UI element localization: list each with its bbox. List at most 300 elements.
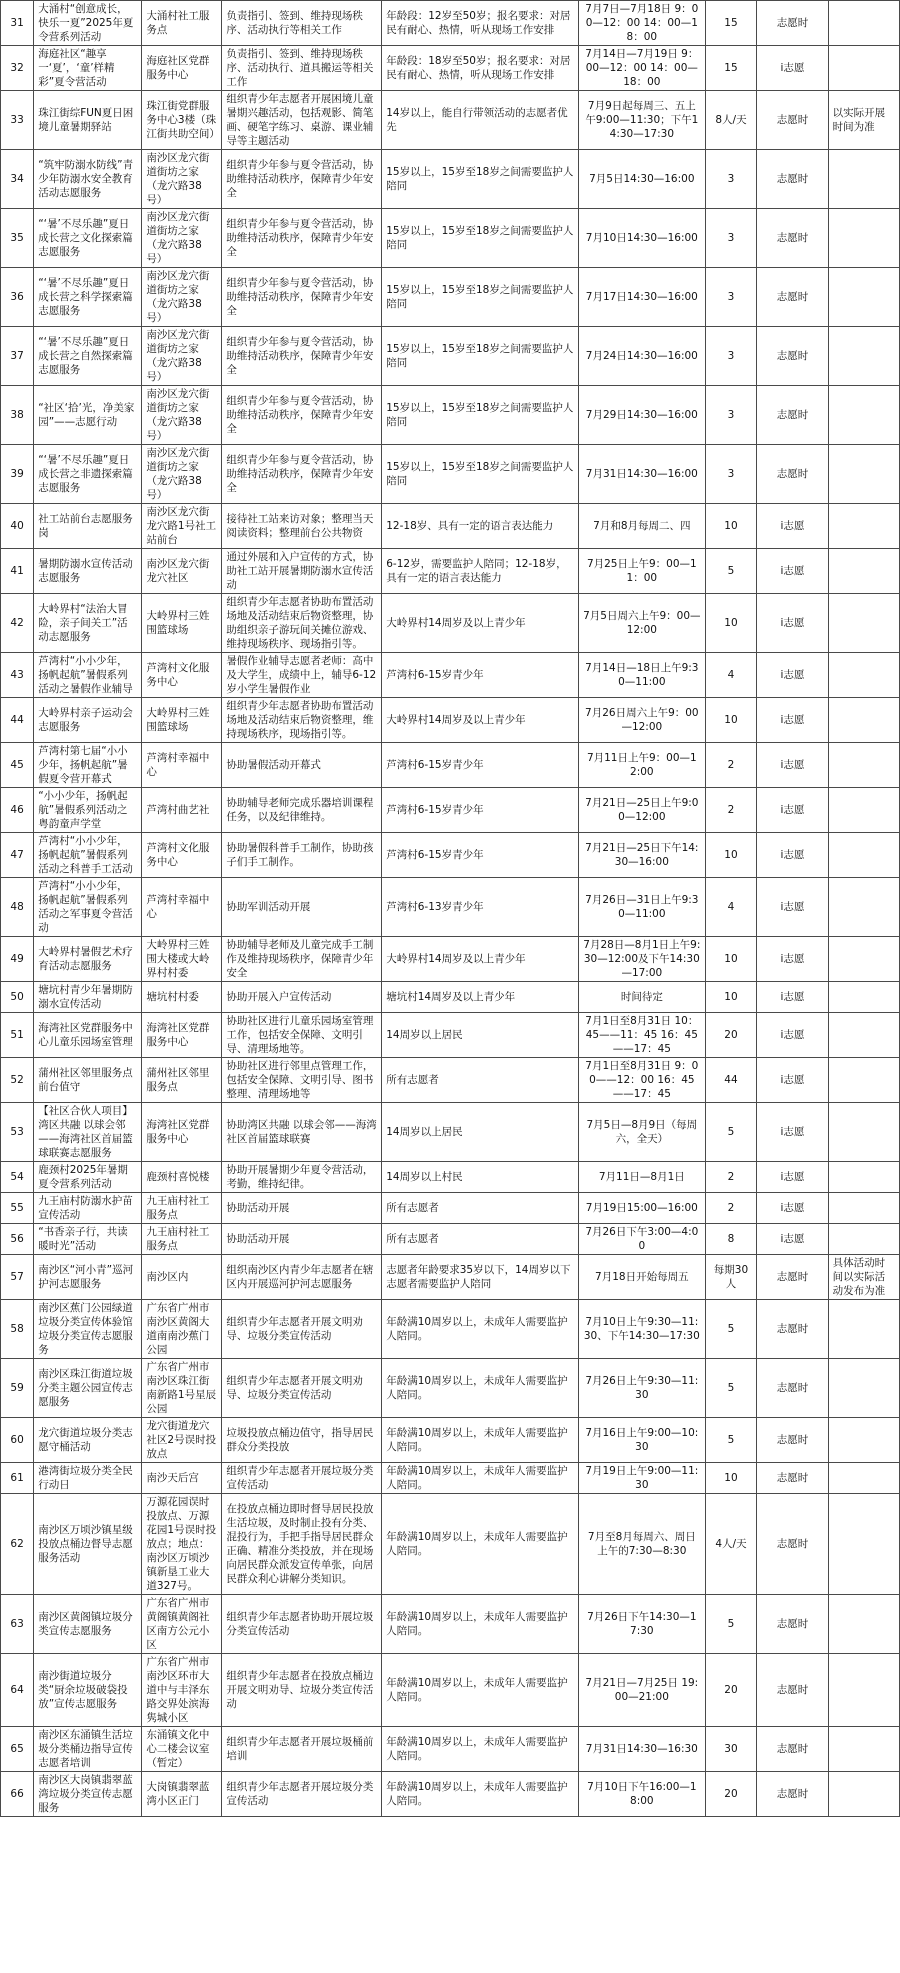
volunteer-count: 3 <box>705 150 757 209</box>
activity-location: 大岭界村三姓围篮球场 <box>142 594 222 653</box>
activity-name: “‘暑’不尽乐趣”夏日成长营之自然探索篇志愿服务 <box>34 327 142 386</box>
volunteer-requirement: 15岁以上，15岁至18岁之间需要监护人陪同 <box>382 445 579 504</box>
activity-location: 南沙天后宫 <box>142 1463 222 1494</box>
volunteer-requirement: 所有志愿者 <box>382 1193 579 1224</box>
record-type: i志愿 <box>757 982 828 1013</box>
activity-time: 7月10日上午9:30—11:30、下午14:30—17:30 <box>579 1300 706 1359</box>
volunteer-requirement: 15岁以上，15岁至18岁之间需要监护人陪同 <box>382 209 579 268</box>
volunteer-count: 30 <box>705 1727 757 1772</box>
volunteer-count: 2 <box>705 788 757 833</box>
activity-location: 芦湾村文化服务中心 <box>142 833 222 878</box>
activity-duty: 组织青少年志愿者开展垃圾分类宣传活动 <box>222 1772 382 1817</box>
volunteer-count: 5 <box>705 1103 757 1162</box>
volunteer-count: 10 <box>705 1463 757 1494</box>
activity-time: 7月31日14:30—16:00 <box>579 445 706 504</box>
activity-time: 7月26日下午3:00—4:00 <box>579 1224 706 1255</box>
activity-name: 大岭界村亲子运动会志愿服务 <box>34 698 142 743</box>
row-number: 58 <box>1 1300 34 1359</box>
row-number: 38 <box>1 386 34 445</box>
activity-name: “书香亲子行，共读暖时光”活动 <box>34 1224 142 1255</box>
volunteer-requirement: 所有志愿者 <box>382 1224 579 1255</box>
table-row <box>1 1494 900 1595</box>
activity-time: 7月16日上午9:00—10:30 <box>579 1418 706 1463</box>
activity-location: 南沙区龙穴街道街坊之家（龙穴路38号） <box>142 386 222 445</box>
activity-duty: 组织青少年志愿者开展垃圾桶前培训 <box>222 1727 382 1772</box>
volunteer-requirement: 塘坑村14周岁及以上青少年 <box>382 982 579 1013</box>
table-row <box>1 1224 900 1255</box>
activity-location: 南沙区龙穴街道街坊之家（龙穴路38号） <box>142 150 222 209</box>
activity-name: 南沙区大岗镇翡翠蓝湾垃圾分类宣传志愿服务 <box>34 1772 142 1817</box>
activity-name: “‘暑’不尽乐趣”夏日成长营之科学探索篇志愿服务 <box>34 268 142 327</box>
activity-duty: 组织青少年参与夏令营活动，协助维持活动秩序，保障青少年安全 <box>222 445 382 504</box>
activity-location: 芦湾村幸福中心 <box>142 743 222 788</box>
volunteer-requirement: 大岭界村14周岁及以上青少年 <box>382 937 579 982</box>
volunteer-count: 15 <box>705 46 757 91</box>
volunteer-count: 5 <box>705 1595 757 1654</box>
record-type: 志愿时 <box>757 1300 828 1359</box>
remark <box>828 788 899 833</box>
volunteer-requirement: 15岁以上，15岁至18岁之间需要监护人陪同 <box>382 386 579 445</box>
volunteer-requirement: 芦湾村6-15岁青少年 <box>382 743 579 788</box>
activity-time: 7月和8月每周二、四 <box>579 504 706 549</box>
activity-location: 九王庙村社工服务点 <box>142 1193 222 1224</box>
activity-location: 龙穴街道龙穴社区2号误时投放点 <box>142 1418 222 1463</box>
activity-duty: 通过外展和入户宣传的方式，协助社工站开展暑期防溺水宣传活动 <box>222 549 382 594</box>
activity-name: 鹿颈村2025年暑期夏令营系列活动 <box>34 1162 142 1193</box>
volunteer-count: 4 <box>705 878 757 937</box>
volunteer-requirement: 年龄满10周岁以上，未成年人需要监护人陪同。 <box>382 1463 579 1494</box>
record-type: 志愿时 <box>757 1463 828 1494</box>
activity-time: 7月26日周六上午9：00—12:00 <box>579 698 706 743</box>
activity-name: 南沙区东涌镇生活垃圾分类桶边指导宣传志愿者培训 <box>34 1727 142 1772</box>
record-type: i志愿 <box>757 653 828 698</box>
volunteer-requirement: 年龄满10周岁以上，未成年人需要监护人陪同。 <box>382 1654 579 1727</box>
activity-location: 塘坑村村委 <box>142 982 222 1013</box>
record-type: i志愿 <box>757 1193 828 1224</box>
activity-location: 海湾社区党群服务中心 <box>142 1103 222 1162</box>
volunteer-count: 20 <box>705 1654 757 1727</box>
activity-location: 南沙区龙穴街道街坊之家（龙穴路38号） <box>142 268 222 327</box>
volunteer-count: 10 <box>705 833 757 878</box>
activity-name: 海庭社区“趣享一‘夏’，‘童’样精彩”夏令营活动 <box>34 46 142 91</box>
volunteer-requirement: 年龄满10周岁以上，未成年人需要监护人陪同。 <box>382 1772 579 1817</box>
activity-location: 鹿颈村喜悦楼 <box>142 1162 222 1193</box>
table-row <box>1 1058 900 1103</box>
row-number: 40 <box>1 504 34 549</box>
activity-name: “‘暑’不尽乐趣”夏日成长营之非遗探索篇志愿服务 <box>34 445 142 504</box>
table-row <box>1 833 900 878</box>
activity-name: 大岭界村“法治大冒险，亲子间关工”活动志愿服务 <box>34 594 142 653</box>
remark <box>828 1193 899 1224</box>
row-number: 54 <box>1 1162 34 1193</box>
record-type: 志愿时 <box>757 150 828 209</box>
activity-location: 大岭界村三姓围篮球场 <box>142 698 222 743</box>
activity-location: 芦湾村文化服务中心 <box>142 653 222 698</box>
activity-time: 7月24日14:30—16:00 <box>579 327 706 386</box>
activity-duty: 组织青少年参与夏令营活动，协助维持活动秩序，保障青少年安全 <box>222 327 382 386</box>
activity-location: 东涌镇文化中心二楼会议室（暂定） <box>142 1727 222 1772</box>
activity-time: 7月9日起每周三、五上午9:00—11:30；下午14:30—17:30 <box>579 91 706 150</box>
volunteer-requirement: 14周岁以上居民 <box>382 1103 579 1162</box>
activity-name: 南沙区“河小青”巡河护河志愿服务 <box>34 1255 142 1300</box>
remark <box>828 209 899 268</box>
record-type: 志愿时 <box>757 268 828 327</box>
table-row <box>1 743 900 788</box>
remark <box>828 1162 899 1193</box>
activity-duty: 协助开展入户宣传活动 <box>222 982 382 1013</box>
row-number: 33 <box>1 91 34 150</box>
table-row <box>1 1463 900 1494</box>
activity-duty: 组织青少年志愿者开展文明劝导、垃圾分类宣传活动 <box>222 1300 382 1359</box>
record-type: i志愿 <box>757 594 828 653</box>
remark <box>828 268 899 327</box>
volunteer-count: 每期30人 <box>705 1255 757 1300</box>
activity-duty: 组织青少年志愿者协助布置活动场地及活动结束后物资整理，维持现场秩序，现场指引等。 <box>222 698 382 743</box>
activity-time: 7月18日开始每周五 <box>579 1255 706 1300</box>
activity-duty: 组织青少年参与夏令营活动，协助维持活动秩序，保障青少年安全 <box>222 209 382 268</box>
activity-location: 南沙区龙穴街道街坊之家（龙穴路38号） <box>142 445 222 504</box>
activity-location: 广东省广州市黄阁镇黄阁社区南方公元小区 <box>142 1595 222 1654</box>
row-number: 56 <box>1 1224 34 1255</box>
record-type: 志愿时 <box>757 1654 828 1727</box>
remark <box>828 937 899 982</box>
row-number: 55 <box>1 1193 34 1224</box>
remark <box>828 1224 899 1255</box>
activity-duty: 协助暑假活动开幕式 <box>222 743 382 788</box>
activity-location: 广东省广州市南沙区环市大道中与丰泽东路交界处滨海隽城小区 <box>142 1654 222 1727</box>
volunteer-requirement: 15岁以上，15岁至18岁之间需要监护人陪同 <box>382 268 579 327</box>
activity-time: 7月14日—7月19日 9：00—12：00 14：00—18：00 <box>579 46 706 91</box>
remark <box>828 743 899 788</box>
activity-name: 南沙街道垃圾分类“厨余垃圾破袋投放”宣传志愿服务 <box>34 1654 142 1727</box>
row-number: 44 <box>1 698 34 743</box>
activity-time: 7月14日—18日上午9:30—11:00 <box>579 653 706 698</box>
volunteer-requirement: 年龄满10周岁以上，未成年人需要监护人陪同。 <box>382 1418 579 1463</box>
activity-duty: 协助活动开展 <box>222 1224 382 1255</box>
row-number: 59 <box>1 1359 34 1418</box>
record-type: i志愿 <box>757 788 828 833</box>
table-row <box>1 386 900 445</box>
activity-duty: 组织南沙区内青少年志愿者在辖区内开展巡河护河志愿服务 <box>222 1255 382 1300</box>
activity-location: 南沙区龙穴街道街坊之家（龙穴路38号） <box>142 209 222 268</box>
row-number: 65 <box>1 1727 34 1772</box>
row-number: 39 <box>1 445 34 504</box>
record-type: i志愿 <box>757 937 828 982</box>
volunteer-count: 2 <box>705 1193 757 1224</box>
activity-name: “筑牢防溺水防线”青少年防溺水安全教育活动志愿服务 <box>34 150 142 209</box>
volunteer-count: 5 <box>705 1300 757 1359</box>
activity-time: 7月7日—7月18日 9：00—12：00 14：00—18：00 <box>579 1 706 46</box>
volunteer-count: 2 <box>705 1162 757 1193</box>
table-row <box>1 1595 900 1654</box>
volunteer-requirement: 14岁以上，能自行带领活动的志愿者优先 <box>382 91 579 150</box>
remark <box>828 1300 899 1359</box>
table-row <box>1 327 900 386</box>
activity-name: 港湾街垃圾分类全民行动日 <box>34 1463 142 1494</box>
volunteer-count: 2 <box>705 743 757 788</box>
activity-duty: 组织青少年志愿者协助开展垃圾分类宣传活动 <box>222 1595 382 1654</box>
activity-location: 芦湾村幸福中心 <box>142 878 222 937</box>
activity-name: 南沙区蕉门公园绿道垃圾分类宣传体验馆垃圾分类宣传志愿服务 <box>34 1300 142 1359</box>
table-row <box>1 1 900 46</box>
remark <box>828 1654 899 1727</box>
remark <box>828 1359 899 1418</box>
remark <box>828 504 899 549</box>
activity-duty: 负责指引、签到、维持现场秩序、活动执行等相关工作 <box>222 1 382 46</box>
table-row <box>1 150 900 209</box>
row-number: 48 <box>1 878 34 937</box>
row-number: 36 <box>1 268 34 327</box>
volunteer-requirement: 芦湾村6-15岁青少年 <box>382 833 579 878</box>
volunteer-requirement: 年龄段：18岁至50岁；报名要求：对居民有耐心、热情，听从现场工作安排 <box>382 46 579 91</box>
table-row <box>1 594 900 653</box>
table-row <box>1 445 900 504</box>
activity-duty: 组织青少年志愿者在投放点桶边开展文明劝导、垃圾分类宣传活动 <box>222 1654 382 1727</box>
table-row <box>1 1727 900 1772</box>
activity-duty: 协助社区进行邻里点管理工作，包括安全保障、文明引导、图书整理、清理场地等 <box>222 1058 382 1103</box>
activity-time: 7月29日14:30—16:00 <box>579 386 706 445</box>
activity-location: 蒲州社区邻里服务点 <box>142 1058 222 1103</box>
record-type: 志愿时 <box>757 1359 828 1418</box>
activity-duty: 组织青少年参与夏令营活动，协助维持活动秩序，保障青少年安全 <box>222 268 382 327</box>
table-row <box>1 1255 900 1300</box>
activity-time: 7月5日—8月9日（每周六，全天） <box>579 1103 706 1162</box>
activity-duty: 协助活动开展 <box>222 1193 382 1224</box>
activity-location: 广东省广州市南沙区珠江街南新路1号星辰公园 <box>142 1359 222 1418</box>
activity-duty: 组织青少年志愿者协助布置活动场地及活动结束后物资整理，协助组织亲子游玩间关摊位游戏、维持现场秩序、现场指引等。 <box>222 594 382 653</box>
volunteer-count: 5 <box>705 1418 757 1463</box>
activity-name: 南沙区黄阁镇垃圾分类宣传志愿服务 <box>34 1595 142 1654</box>
record-type: 志愿时 <box>757 1727 828 1772</box>
row-number: 41 <box>1 549 34 594</box>
table-row <box>1 209 900 268</box>
record-type: i志愿 <box>757 833 828 878</box>
activity-name: 龙穴街道垃圾分类志愿守桶活动 <box>34 1418 142 1463</box>
row-number: 32 <box>1 46 34 91</box>
activity-duty: 协助军训活动开展 <box>222 878 382 937</box>
activity-duty: 协助辅导老师完成乐器培训课程任务，以及纪律维持。 <box>222 788 382 833</box>
activity-time: 7月17日14:30—16:00 <box>579 268 706 327</box>
volunteer-count: 20 <box>705 1772 757 1817</box>
activity-location: 大岗镇翡翠蓝湾小区正门 <box>142 1772 222 1817</box>
table-row <box>1 1193 900 1224</box>
remark <box>828 1013 899 1058</box>
activity-time: 7月11日—8月1日 <box>579 1162 706 1193</box>
row-number: 53 <box>1 1103 34 1162</box>
volunteer-count: 10 <box>705 504 757 549</box>
activity-name: “小小少年，扬帆起航”暑假系列活动之粤韵童声学堂 <box>34 788 142 833</box>
table-row <box>1 937 900 982</box>
volunteer-requirement: 12-18岁、具有一定的语言表达能力 <box>382 504 579 549</box>
volunteer-requirement: 15岁以上，15岁至18岁之间需要监护人陪同 <box>382 327 579 386</box>
row-number: 34 <box>1 150 34 209</box>
activity-name: 海湾社区党群服务中心儿童乐园场室管理 <box>34 1013 142 1058</box>
row-number: 61 <box>1 1463 34 1494</box>
row-number: 63 <box>1 1595 34 1654</box>
remark <box>828 1 899 46</box>
volunteer-requirement: 15岁以上，15岁至18岁之间需要监护人陪同 <box>382 150 579 209</box>
volunteer-requirement: 芦湾村6-13岁青少年 <box>382 878 579 937</box>
activity-time: 7月10日下午16:00—18:00 <box>579 1772 706 1817</box>
remark <box>828 594 899 653</box>
table-row <box>1 1300 900 1359</box>
activity-name: 塘坑村青少年暑期防溺水宣传活动 <box>34 982 142 1013</box>
row-number: 35 <box>1 209 34 268</box>
table-row <box>1 91 900 150</box>
record-type: 志愿时 <box>757 1418 828 1463</box>
activity-name: 社工站前台志愿服务岗 <box>34 504 142 549</box>
row-number: 43 <box>1 653 34 698</box>
record-type: 志愿时 <box>757 445 828 504</box>
remark <box>828 1595 899 1654</box>
remark <box>828 1494 899 1595</box>
remark <box>828 445 899 504</box>
row-number: 51 <box>1 1013 34 1058</box>
activity-name: 九王庙村防溺水护苗宣传活动 <box>34 1193 142 1224</box>
record-type: i志愿 <box>757 1224 828 1255</box>
table-row <box>1 1418 900 1463</box>
activity-time: 7月25日上午9：00—11：00 <box>579 549 706 594</box>
volunteer-requirement: 芦湾村6-15岁青少年 <box>382 788 579 833</box>
activity-duty: 组织青少年参与夏令营活动，协助维持活动秩序，保障青少年安全 <box>222 150 382 209</box>
table-row <box>1 653 900 698</box>
table-row <box>1 504 900 549</box>
row-number: 37 <box>1 327 34 386</box>
record-type: i志愿 <box>757 1162 828 1193</box>
row-number: 45 <box>1 743 34 788</box>
volunteer-requirement: 大岭界村14周岁及以上青少年 <box>382 698 579 743</box>
volunteer-count: 4人/天 <box>705 1494 757 1595</box>
table-row <box>1 1162 900 1193</box>
activity-location: 广东省广州市南沙区黄阁大道南南沙蕉门公园 <box>142 1300 222 1359</box>
activity-location: 海庭社区党群服务中心 <box>142 46 222 91</box>
record-type: 志愿时 <box>757 1 828 46</box>
remark <box>828 327 899 386</box>
activity-name: 南沙区珠江街道垃圾分类主题公园宣传志愿服务 <box>34 1359 142 1418</box>
remark <box>828 982 899 1013</box>
activity-name: 【社区合伙人项目】湾区共融 以球会邻——海湾社区首届篮球联赛志愿服务 <box>34 1103 142 1162</box>
record-type: 志愿时 <box>757 386 828 445</box>
volunteer-count: 3 <box>705 445 757 504</box>
row-number: 62 <box>1 1494 34 1595</box>
activity-time: 7月1日至8月31日 9：00——12：00 16：45——17：45 <box>579 1058 706 1103</box>
activity-name: 大涌村“创意成长，快乐一夏”2025年夏令营系列活动 <box>34 1 142 46</box>
record-type: i志愿 <box>757 46 828 91</box>
remark <box>828 833 899 878</box>
record-type: 志愿时 <box>757 327 828 386</box>
activity-name: “社区‘拾’光，净美家园”——志愿行动 <box>34 386 142 445</box>
table-body <box>1 1 900 1817</box>
activity-location: 南沙区内 <box>142 1255 222 1300</box>
activity-location: 南沙区龙穴街龙穴路1号社工站前台 <box>142 504 222 549</box>
row-number: 64 <box>1 1654 34 1727</box>
remark <box>828 46 899 91</box>
volunteer-requirement: 芦湾村6-15岁青少年 <box>382 653 579 698</box>
table-row <box>1 698 900 743</box>
remark <box>828 1727 899 1772</box>
activity-time: 7月5日14:30—16:00 <box>579 150 706 209</box>
table-row <box>1 1654 900 1727</box>
row-number: 42 <box>1 594 34 653</box>
activity-time: 7月10日14:30—16:00 <box>579 209 706 268</box>
volunteer-count: 44 <box>705 1058 757 1103</box>
remark: 具体活动时间以实际活动发布为准 <box>828 1255 899 1300</box>
remark <box>828 1463 899 1494</box>
activity-location: 南沙区龙穴街道街坊之家（龙穴路38号） <box>142 327 222 386</box>
volunteer-requirement: 年龄满10周岁以上，未成年人需要监护人陪同。 <box>382 1359 579 1418</box>
table-row <box>1 1103 900 1162</box>
row-number: 52 <box>1 1058 34 1103</box>
volunteer-count: 10 <box>705 982 757 1013</box>
activity-name: “‘暑’不尽乐趣”夏日成长营之文化探索篇志愿服务 <box>34 209 142 268</box>
activity-duty: 协助暑假科普手工制作，协助孩子们手工制作。 <box>222 833 382 878</box>
activity-time: 时间待定 <box>579 982 706 1013</box>
volunteer-requirement: 年龄满10周岁以上，未成年人需要监护人陪同。 <box>382 1300 579 1359</box>
table-row <box>1 46 900 91</box>
record-type: 志愿时 <box>757 91 828 150</box>
activity-time: 7月19日15:00—16:00 <box>579 1193 706 1224</box>
activity-name: 芦湾村“小小少年，扬帆起航”暑假系列活动之暑假作业辅导 <box>34 653 142 698</box>
remark: 以实际开展时间为准 <box>828 91 899 150</box>
volunteer-requirement: 14周岁以上居民 <box>382 1013 579 1058</box>
record-type: i志愿 <box>757 549 828 594</box>
row-number: 46 <box>1 788 34 833</box>
record-type: 志愿时 <box>757 1772 828 1817</box>
record-type: i志愿 <box>757 1013 828 1058</box>
activity-location: 大岭界村三姓围大楼或大岭界村村委 <box>142 937 222 982</box>
activity-time: 7月26日上午9:30—11:30 <box>579 1359 706 1418</box>
activity-duty: 组织青少年志愿者开展垃圾分类宣传活动 <box>222 1463 382 1494</box>
activity-location: 海湾社区党群服务中心 <box>142 1013 222 1058</box>
activity-duty: 负责指引、签到、维持现场秩序、活动执行、道具搬运等相关工作 <box>222 46 382 91</box>
volunteer-requirement: 14周岁以上村民 <box>382 1162 579 1193</box>
volunteer-count: 3 <box>705 268 757 327</box>
activity-name: 南沙区万顷沙镇星级投放点桶边督导志愿服务活动 <box>34 1494 142 1595</box>
activity-name: 珠江街综FUN夏日困境儿童暑期驿站 <box>34 91 142 150</box>
record-type: i志愿 <box>757 878 828 937</box>
activity-time: 7月5日周六上午9：00—12:00 <box>579 594 706 653</box>
record-type: i志愿 <box>757 1058 828 1103</box>
activity-name: 暑期防溺水宣传活动志愿服务 <box>34 549 142 594</box>
activity-name: 芦湾村“小小少年，扬帆起航”暑假系列活动之科普手工活动 <box>34 833 142 878</box>
record-type: i志愿 <box>757 743 828 788</box>
volunteer-requirement: 所有志愿者 <box>382 1058 579 1103</box>
row-number: 66 <box>1 1772 34 1817</box>
record-type: i志愿 <box>757 1103 828 1162</box>
activity-duty: 暑假作业辅导志愿者老师：高中及大学生，成绩中上，辅导6-12岁小学生暑假作业 <box>222 653 382 698</box>
table-row <box>1 268 900 327</box>
activity-duty: 接待社工站来访对象；整理当天阅读资料；整理前台公共物资 <box>222 504 382 549</box>
row-number: 60 <box>1 1418 34 1463</box>
activity-name: 蒲州社区邻里服务点前台值守 <box>34 1058 142 1103</box>
table-row <box>1 1772 900 1817</box>
remark <box>828 150 899 209</box>
activity-time: 7月31日14:30—16:30 <box>579 1727 706 1772</box>
activity-duty: 垃圾投放点桶边值守，指导居民群众分类投放 <box>222 1418 382 1463</box>
remark <box>828 1058 899 1103</box>
volunteer-count: 10 <box>705 698 757 743</box>
volunteer-requirement: 志愿者年龄要求35岁以下，14周岁以下志愿者需要监护人陪同 <box>382 1255 579 1300</box>
table-row <box>1 878 900 937</box>
activity-name: 芦湾村第七届“小小少年，扬帆起航”暑假夏令营开幕式 <box>34 743 142 788</box>
volunteer-count: 3 <box>705 209 757 268</box>
volunteer-count: 3 <box>705 386 757 445</box>
activity-time: 7月28日—8月1日上午9:30—12:00及下午14:30—17:00 <box>579 937 706 982</box>
activity-time: 7月至8月每周六、周日上午的7:30—8:30 <box>579 1494 706 1595</box>
volunteer-requirement: 年龄满10周岁以上，未成年人需要监护人陪同。 <box>382 1494 579 1595</box>
activity-duty: 协助开展暑期少年夏令营活动，考勤，维持纪律。 <box>222 1162 382 1193</box>
activity-duty: 组织青少年志愿者开展困境儿童暑期兴趣活动，包括观影、简笔画、硬笔字练习、桌游、课业辅导等主题活动 <box>222 91 382 150</box>
